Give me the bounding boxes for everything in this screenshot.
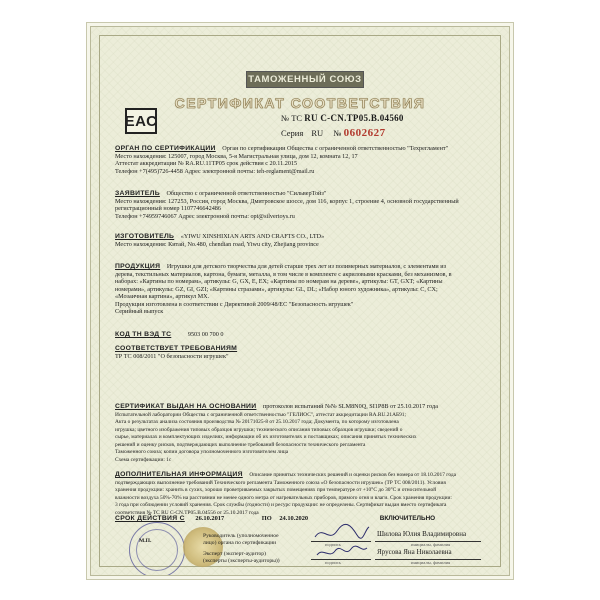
applicant-section	[115, 190, 487, 220]
official-stamp	[129, 522, 185, 576]
validity-inclusive: ВКЛЮЧИТЕЛЬНО	[379, 515, 436, 522]
organ-line-1: Место нахождения: 125007, город Москва, 5-я Магистральная улица, дом 12, комната 12, 17	[115, 152, 358, 160]
hs-code-value: 9503 00 700 0	[187, 331, 224, 338]
mp-label: М.П.	[139, 538, 152, 544]
product-line-6: Серийный выпуск	[115, 308, 164, 315]
head-caption	[203, 533, 313, 546]
certificate-sheet	[90, 26, 510, 576]
series-number: 0602627	[343, 127, 386, 139]
basis-line-7: Схема сертификации: 1с	[115, 456, 172, 463]
applicant-label: ЗАЯВИТЕЛЬ	[115, 190, 160, 197]
basis-line-0: протоколов испытаний №№ SLM8N0Q, SI1P8B от 25.10.2017 года	[262, 403, 438, 410]
requirements-section	[115, 345, 487, 360]
organ-section	[115, 145, 487, 175]
manufacturer-label: ИЗГОТОВИТЕЛЬ	[115, 233, 175, 240]
basis-line-6: Таможенного союза; копии договора уполномоченного изготовителем лица	[115, 449, 289, 455]
expert-sig-under: подпись	[325, 560, 342, 565]
product-line-2: наборах: «Картины по номерам», артикулы: G, GX, E, EX; «Картины по номерам на дереве», артикулы: GT, GXT; «Картины	[115, 278, 443, 285]
manufacturer-section	[115, 233, 487, 248]
series-code: RU	[311, 128, 324, 138]
applicant-line-0: Общество с ограниченной ответственностью "СильверТойз"	[166, 190, 327, 197]
certificate-title: СЕРТИФИКАТ СООТВЕТСТВИЯ	[174, 95, 426, 111]
validity-label: СРОК ДЕЙСТВИЯ С	[115, 515, 185, 522]
registration-number	[281, 113, 501, 123]
extra-line-2: хранения продукции: хранить в сухих, хорошо проветриваемых закрытых помещениях при температуре от +10°С до 30°С и относительной	[115, 487, 437, 493]
basis-label: СЕРТИФИКАТ ВЫДАН НА ОСНОВАНИИ	[115, 403, 257, 410]
series-no-label: №	[333, 128, 342, 138]
basis-line-4: сырье, материалах и комплектующих изделиях, информации об их изготовителях и поставщиках; описания принятых технических	[115, 434, 417, 440]
head-signature-scribble	[313, 523, 371, 543]
validity-from: 26.10.2017	[195, 515, 225, 522]
validity-to-label: ПО	[261, 515, 272, 522]
head-sig-under: подпись	[325, 542, 342, 547]
basis-line-5: решений и оценку рисков, подтверждающих выполнение требований безопасности технического регламента	[115, 441, 366, 448]
applicant-line-1: Место нахождения: 127253, Россия, город Москва, Дмитровское шоссе, дом 116, корпус 1, строение 4, основной государственный	[115, 197, 459, 205]
series-line	[281, 127, 501, 139]
requirements-label: СООТВЕТСТВУЕТ ТРЕБОВАНИЯМ	[115, 345, 238, 352]
expert-name-under: инициалы, фамилия	[411, 560, 451, 565]
manufacturer-line-1: Место нахождения: Китай, No.480, chendian road, Yiwu city, Zhejiang province	[115, 240, 319, 248]
extra-line-4: 3 года при соблюдении условий хранения. Срок службы (годности) и ресурс продукции: не определены. Сертификат выдан вместо сертификата	[115, 502, 447, 508]
product-line-0: Игрушки для детского творчества для детей старше трех лет из полимерных материалов, с элементами из	[166, 263, 447, 270]
product-line-1: дерева, текстильных материалов, картона, бумаги, металла, в том числе в комплекте с акриловыми красками, без механизмов, в	[115, 270, 452, 278]
product-section	[115, 263, 487, 316]
product-label: ПРОДУКЦИЯ	[115, 263, 161, 270]
head-name: Шилова Юлия Владимировна	[377, 530, 467, 538]
extra-line-3: влажности воздуха 50%-70% на расстоянии не менее одного метра от нагревательных приборов, прямого огня и влаги. Срок хранения продукции:	[115, 494, 452, 501]
product-line-4: «Мозаичная картина», артикул MX.	[115, 293, 210, 300]
head-caption-1: Руководитель (уполномоченное	[203, 533, 279, 539]
eac-mark-icon: ЕАС	[125, 108, 157, 134]
extra-line-5: соответствия № ТС RU C-CN.ТР05.В.04556 от 25.10.2017 года	[115, 509, 259, 516]
extra-line-1: подтверждающих выполнение требований Технического регламента Таможенного союза «О безопасности игрушек» (ТР ТС 008/2011). Условия	[115, 479, 446, 486]
applicant-line-2: регистрационный номер 1107746642486	[115, 205, 221, 212]
additional-info-label: ДОПОЛНИТЕЛЬНАЯ ИНФОРМАЦИЯ	[115, 471, 243, 478]
manufacturer-line-0: «YIWU XINSHIXIAN ARTS AND CRAFTS CO., LTD»	[180, 233, 325, 240]
organ-label: ОРГАН ПО СЕРТИФИКАЦИИ	[115, 145, 216, 152]
requirements-line-0: ТР ТС 008/2011 "О безопасности игрушек"	[115, 352, 229, 360]
expert-caption-1: Эксперт (эксперт-аудитор)	[203, 551, 266, 557]
series-label: Серия	[281, 128, 304, 138]
expert-signature-scribble	[315, 543, 371, 561]
expert-name: Ярусова Яна Николаевна	[377, 548, 452, 556]
head-caption-2: лицо) органа по сертификации	[203, 539, 277, 546]
product-line-5: Продукция изготовлена в соответствии с Директивой 2009/48/ЕС "Безопасность игрушек"	[115, 300, 354, 308]
basis-line-2: Акта о результатах анализа состояния производства № 20171025-8 от 25.10.2017 года; Документа, по которому изготовлена	[115, 419, 399, 425]
applicant-line-3: Телефон +74959746067 Адрес электронной почты: opt@silvertoys.ru	[115, 212, 295, 220]
hs-code-section	[115, 331, 487, 339]
head-name-under: инициалы, фамилия	[411, 542, 451, 547]
expert-caption	[203, 551, 313, 564]
customs-union-banner: ТАМОЖЕННЫЙ СОЮЗ	[246, 71, 364, 88]
reg-number-value: RU C-CN.ТР05.В.04560	[304, 113, 404, 123]
validity-section	[115, 515, 487, 523]
validity-to: 24.10.2020	[279, 515, 309, 522]
organ-line-2: Аттестат аккредитации № RA.RU.11ТР05 срок действия с 20.11.2015	[115, 160, 298, 167]
basis-line-1: Испытательной лаборатории Общества с ограниченной ответственностью "ГЕЛИОС", аттестат аккредитации RA.RU.21АБ91;	[115, 411, 406, 418]
hs-code-label: КОД ТН ВЭД ТС	[115, 331, 172, 338]
basis-section	[115, 403, 487, 463]
basis-line-3: игрушка; цветного изображения типовых образцов игрушки; технического описания типовых образцов игрушки; сведений о	[115, 426, 403, 433]
extra-line-0: Описание принятых технических решений и оценки рисков без номера от 18.10.2017 года	[249, 472, 456, 478]
organ-line-0: Орган по сертификации Общества с ограниченной ответственностью "Техрегламент"	[222, 145, 449, 152]
additional-info-section	[115, 471, 487, 516]
reg-prefix: № ТС	[281, 113, 303, 123]
product-line-3: номерами», артикулы: GZ, GI, GZI; «Картины стразами», артикулы: GL, DL; «Набор юного художника», артикулы: C, CX;	[115, 285, 438, 293]
organ-line-3: Телефон +7(495)726-4458 Адрес электронной почты: teh-reglament@mail.ru	[115, 167, 315, 175]
expert-caption-2: (эксперты (эксперты-аудиторы))	[203, 557, 280, 564]
